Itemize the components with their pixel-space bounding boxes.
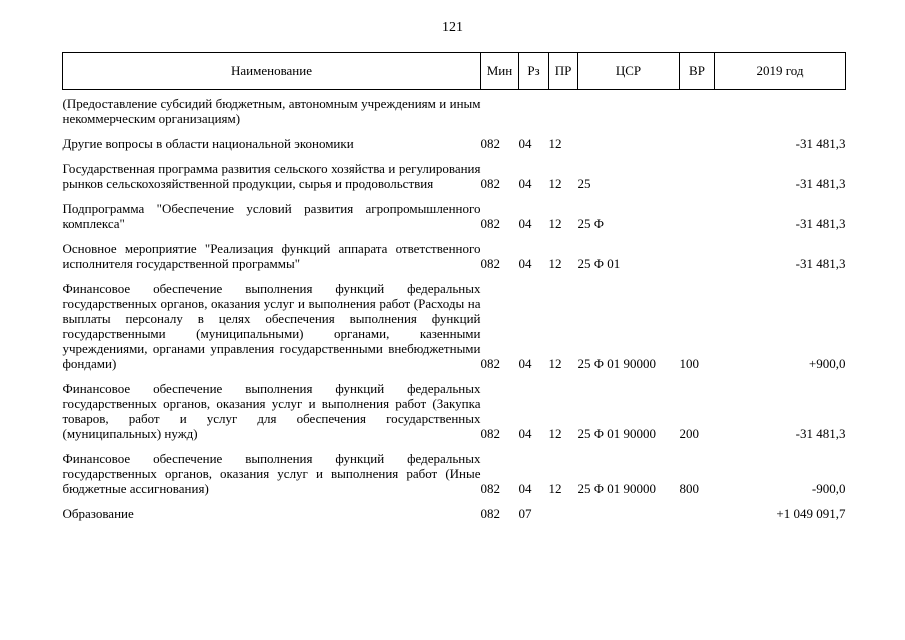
row-rz: 07 xyxy=(518,506,532,521)
row-vr: 200 xyxy=(679,426,699,441)
row-min: 082 xyxy=(480,136,500,151)
row-pr xyxy=(549,90,578,127)
row-vr xyxy=(680,496,715,521)
row-pr: 12 xyxy=(548,481,562,496)
row-min: 082 xyxy=(480,506,500,521)
row-amount: -900,0 xyxy=(811,481,846,496)
table-body xyxy=(63,90,846,522)
table-row xyxy=(63,441,846,496)
row-rz: 04 xyxy=(518,256,532,271)
column-header-vr: ВР xyxy=(680,53,715,90)
table-row xyxy=(63,496,846,521)
row-min: 082 xyxy=(480,481,500,496)
row-min: 082 xyxy=(480,216,500,231)
column-header-csr: ЦСР xyxy=(578,53,680,90)
row-name: Финансовое обеспечение выполнения функций федеральных государственных органов, оказания услуг и выполнения работ (Закупка товаров, работ и услуг для обеспечения государственных (муниципальных) нужд) xyxy=(62,381,481,441)
row-csr: 25 Ф 01 xyxy=(577,256,621,271)
row-csr: 25 Ф 01 90000 xyxy=(577,481,657,496)
column-header-pr: ПР xyxy=(549,53,578,90)
table-row xyxy=(63,271,846,371)
row-name: Основное мероприятие "Реализация функций аппарата ответственного исполнителя государственной программы" xyxy=(62,241,481,271)
row-amount: -31 481,3 xyxy=(795,426,846,441)
row-min xyxy=(481,90,519,127)
table-row xyxy=(63,90,846,127)
row-rz: 04 xyxy=(518,176,532,191)
table-header-row xyxy=(63,53,846,90)
row-amount: +900,0 xyxy=(808,356,846,371)
row-pr: 12 xyxy=(548,216,562,231)
budget-table xyxy=(62,52,846,521)
row-name: Государственная программа развития сельского хозяйства и регулирования рынков сельскохозяйственной продукции, сырья и продовольствия xyxy=(62,161,481,191)
row-name: Образование xyxy=(62,506,134,521)
row-vr: 800 xyxy=(679,481,699,496)
row-pr: 12 xyxy=(548,136,562,151)
row-vr: 100 xyxy=(679,356,699,371)
row-csr xyxy=(578,496,680,521)
row-rz: 04 xyxy=(518,426,532,441)
row-amount: -31 481,3 xyxy=(795,256,846,271)
row-vr xyxy=(680,191,715,231)
row-csr: 25 Ф 01 90000 xyxy=(577,426,657,441)
table-row xyxy=(63,151,846,191)
row-rz: 04 xyxy=(518,356,532,371)
row-pr: 12 xyxy=(548,426,562,441)
row-pr: 12 xyxy=(548,176,562,191)
row-csr: 25 xyxy=(577,176,591,191)
row-rz: 04 xyxy=(518,216,532,231)
column-header-min: Мин xyxy=(481,53,519,90)
row-amount: +1 049 091,7 xyxy=(776,506,846,521)
row-csr: 25 Ф xyxy=(577,216,605,231)
row-name: Другие вопросы в области национальной экономики xyxy=(62,136,354,151)
column-header-year: 2019 год xyxy=(715,53,846,90)
row-vr xyxy=(680,231,715,271)
row-amount: -31 481,3 xyxy=(795,136,846,151)
table-row xyxy=(63,231,846,271)
row-vr xyxy=(680,151,715,191)
row-rz: 04 xyxy=(518,136,532,151)
row-amount xyxy=(715,90,846,127)
row-amount: -31 481,3 xyxy=(795,176,846,191)
row-name: Финансовое обеспечение выполнения функций федеральных государственных органов, оказания услуг и выполнения работ (Иные бюджетные ассигнования) xyxy=(62,451,481,496)
row-csr xyxy=(578,90,680,127)
row-vr xyxy=(680,90,715,127)
row-min: 082 xyxy=(480,426,500,441)
row-rz: 04 xyxy=(518,481,532,496)
table-row xyxy=(63,126,846,151)
row-name: Подпрограмма "Обеспечение условий развития агропромышленного комплекса" xyxy=(62,201,481,231)
page-number: 121 xyxy=(442,20,463,35)
row-pr: 12 xyxy=(548,356,562,371)
row-min: 082 xyxy=(480,356,500,371)
row-pr xyxy=(549,496,578,521)
column-header-name: Наименование xyxy=(63,53,481,90)
column-header-rz: Рз xyxy=(519,53,549,90)
row-min: 082 xyxy=(480,256,500,271)
row-vr xyxy=(680,126,715,151)
row-pr: 12 xyxy=(548,256,562,271)
table-row xyxy=(63,191,846,231)
row-name: Финансовое обеспечение выполнения функций федеральных государственных органов, оказания услуг и выполнения работ (Расходы на выплаты персоналу в целях обеспечения выполнения функций государственными (муниципальными) органами, казенными учреждениями, органами управления государственными внебюджетными фондами) xyxy=(62,281,481,371)
row-name: (Предоставление субсидий бюджетным, автономным учреждениям и иным некоммерческим организациям) xyxy=(62,96,481,126)
row-csr xyxy=(578,126,680,151)
row-amount: -31 481,3 xyxy=(795,216,846,231)
table-row xyxy=(63,371,846,441)
row-min: 082 xyxy=(480,176,500,191)
row-rz xyxy=(519,90,549,127)
row-csr: 25 Ф 01 90000 xyxy=(577,356,657,371)
